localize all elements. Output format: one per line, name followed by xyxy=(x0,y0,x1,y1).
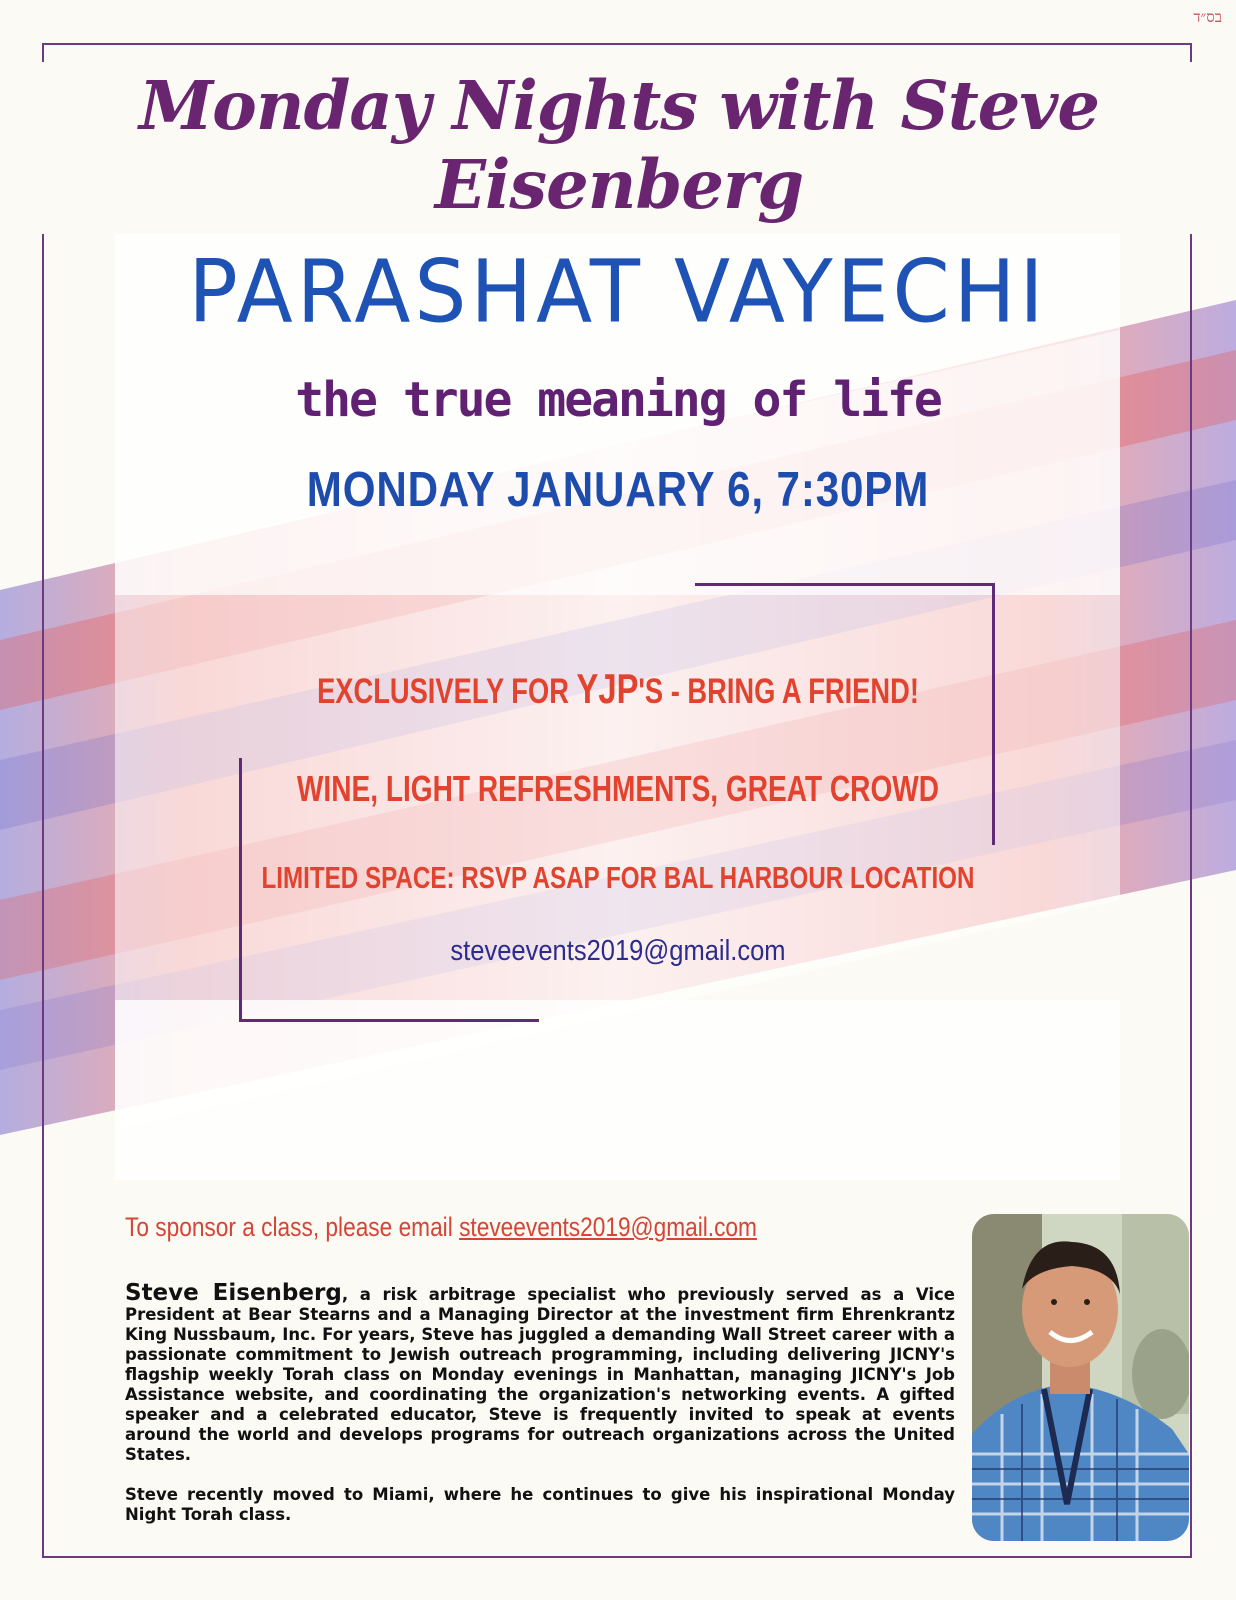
event-subtitle: the true meaning of life xyxy=(295,372,941,428)
yjp-label: YJP xyxy=(576,665,639,712)
event-date: MONDAY JANUARY 6, 7:30PM xyxy=(306,463,930,517)
corner-mark: בס״ד xyxy=(1193,8,1222,26)
info-line-exclusive: EXCLUSIVELY FOR YJP'S - BRING A FRIEND! xyxy=(317,665,919,712)
page-title: Monday Nights with Steve Eisenberg xyxy=(34,62,1204,234)
sponsor-line: To sponsor a class, please email steveevents2019@gmail.com xyxy=(125,1212,757,1242)
bio-paragraph-2: Steve recently moved to Miami, where he continues to give his inspirational Monday Night Torah class. xyxy=(125,1485,955,1524)
contact-email[interactable]: steveevents2019@gmail.com xyxy=(450,935,786,967)
bio-section xyxy=(120,1280,960,1550)
info-line-rsvp: LIMITED SPACE: RSVP ASAP FOR BAL HARBOUR LOCATION xyxy=(261,860,975,895)
bio-paragraph-1: Steve Eisenberg, a risk arbitrage specialist who previously served as a Vice President at Bear Stearns and a Managing Director at the investment firm Ehrenkrantz King Nussbaum, Inc. For years, Steve has juggled a demanding Wall Street career with a passionate commitment to Jewish outreach programming, including delivering JICNY's flagship weekly Torah class on Monday evenings in Manhattan, managing JICNY's Job Assistance website, and coordinating the organization's networking events. A gifted speaker and a celebrated educator, Steve is frequently invited to speak at events around the world and develops programs for outreach organizations across the United States. xyxy=(125,1280,955,1464)
bio-name: Steve Eisenberg xyxy=(125,1280,342,1306)
speaker-photo xyxy=(972,1214,1189,1541)
info-line-refreshments: WINE, LIGHT REFRESHMENTS, GREAT CROWD xyxy=(296,768,940,809)
event-heading: PARASHAT VAYECHI xyxy=(188,242,1048,343)
sponsor-email-link[interactable]: steveevents2019@gmail.com xyxy=(459,1212,757,1242)
